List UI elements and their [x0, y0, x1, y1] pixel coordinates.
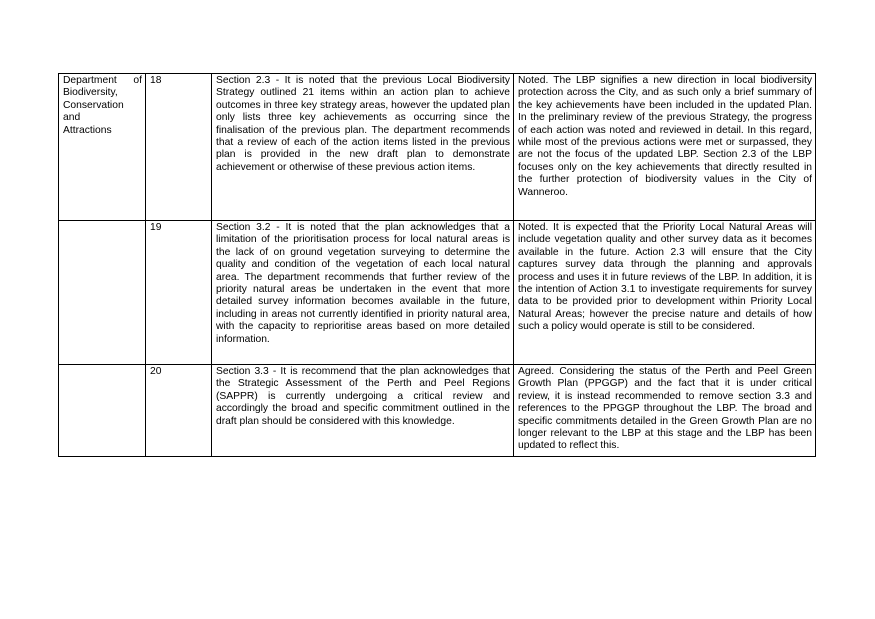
- response-text-cell: Noted. The LBP signifies a new direction in local biodiversity protection across the City, and as such only a brief summary of the key achievements have been included in the updated Plan. In the preliminary review of the previous Strategy, the progress of each action was noted and reviewed in detail. In this regard, while most of the previous actions were met or surpassed, they are not the focus of the updated LBP. Section 2.3 of the LBP focuses only on the key achievements that directly resulted in the further protection of biodiversity values in the City of Wanneroo.: [514, 74, 816, 221]
- organisation-line: Attractions: [63, 124, 112, 136]
- submission-number-cell: 20: [146, 365, 212, 457]
- submissions-table-wrapper: [58, 73, 815, 457]
- submission-text-cell: Section 3.2 - It is noted that the plan acknowledges that a limitation of the prioritisation process for local natural areas is the lack of on ground vegetation surveying to determine the quality and condition of the vegetation of each local natural area. The department recommends that further review of the priority natural areas be undertaken in the event that more detailed survey information becomes available in the future, including in areas not currently identified in priority natural area, with the capacity to reprioritise areas based on more detailed information.: [212, 221, 514, 365]
- organisation-cell: [59, 221, 146, 365]
- response-text-cell: Noted. It is expected that the Priority Local Natural Areas will include vegetation quality and other survey data as it becomes available in the future. Action 2.3 will ensure that the City captures survey data through the planning and approvals process and uses it in future reviews of the LBP. In addition, it is the intention of Action 3.1 to investigate requirements for survey data to be provided prior to development within Priority Local Natural Areas; however the precise nature and details of how such a policy would operate is still to be considered.: [514, 221, 816, 365]
- submission-text-cell: Section 2.3 - It is noted that the previous Local Biodiversity Strategy outlined 21 items within an action plan to achieve outcomes in three key strategy areas, however the updated plan only lists three key achievements as occurring since the finalisation of the previous plan. The department recommends that a review of each of the action items listed in the previous plan is provided in the new draft plan to demonstrate achievement or otherwise of these previous action items.: [212, 74, 514, 221]
- organisation-cell: [59, 365, 146, 457]
- organisation-line: and: [63, 112, 81, 124]
- table-row: [59, 365, 816, 457]
- response-text-cell: Agreed. Considering the status of the Perth and Peel Green Growth Plan (PPGGP) and the fact that it is under critical review, it is instead recommended to remove section 3.3 and references to the PPGGP throughout the LBP. The broad and specific commitments detailed in the Green Growth Plan are no longer relevant to the LBP at this stage and the LBP has been updated to reflect this.: [514, 365, 816, 457]
- organisation-line: Conservation: [63, 99, 124, 111]
- table-row: [59, 221, 816, 365]
- submission-text-cell: Section 3.3 - It is recommend that the plan acknowledges that the Strategic Assessment of the Perth and Peel Regions (SAPPR) is currently undergoing a critical review and accordingly the broad and specific commitment outlined in the draft plan should be considered with this knowledge.: [212, 365, 514, 457]
- organisation-cell: [59, 74, 146, 221]
- organisation-line: Department of: [63, 75, 142, 86]
- submission-number-cell: 19: [146, 221, 212, 365]
- table-row: [59, 74, 816, 221]
- submission-number-cell: 18: [146, 74, 212, 221]
- submissions-table: [58, 73, 816, 457]
- organisation-line: Biodiversity,: [63, 87, 118, 99]
